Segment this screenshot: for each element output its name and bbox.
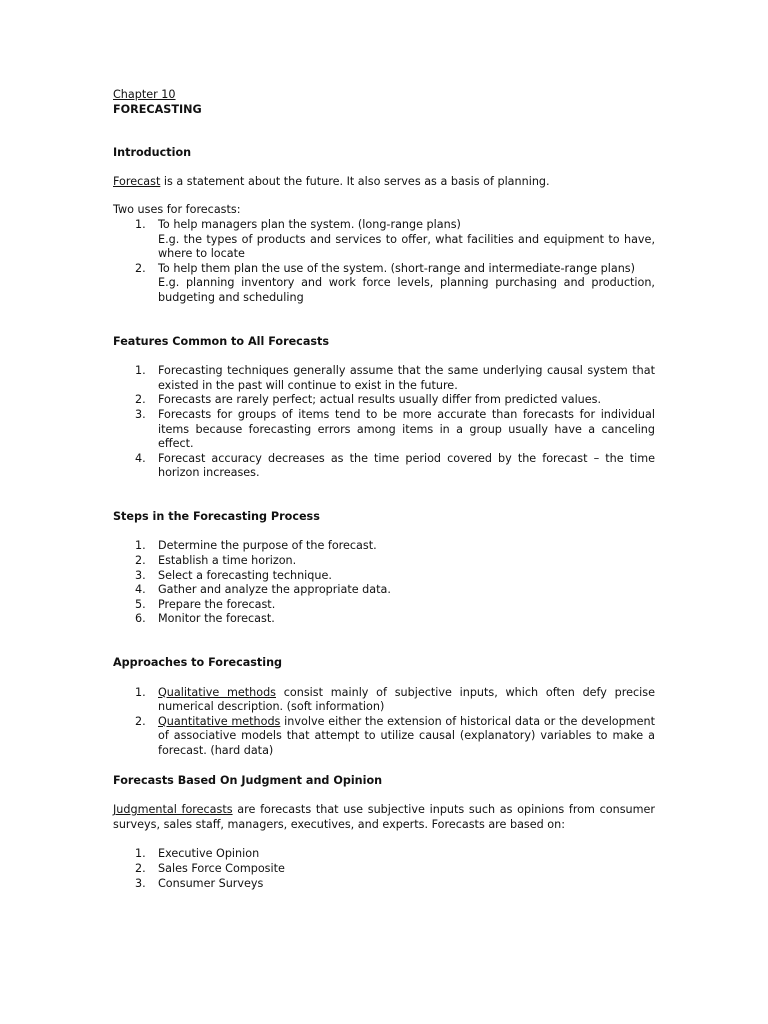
list-item: [113, 862, 655, 877]
list-number: 2.: [135, 393, 146, 407]
list-item: [113, 569, 655, 584]
approaches-list: [113, 686, 655, 759]
list-number: 2.: [135, 261, 146, 275]
list-item: [113, 408, 655, 452]
list-number: 1.: [135, 217, 146, 231]
list-item-text: Monitor the forecast.: [158, 612, 275, 626]
judgmental-definition: [113, 803, 655, 832]
list-number: 5.: [135, 597, 146, 611]
list-item-text: Forecasting techniques generally assume that the same underlying causal system that existed in the past will continue to exist in the future.: [158, 364, 655, 392]
features-list: [113, 364, 655, 481]
steps-list: [113, 539, 655, 627]
list-item-text: Gather and analyze the appropriate data.: [158, 583, 391, 597]
list-number: 2.: [135, 861, 146, 875]
list-item: [113, 686, 655, 715]
list-number: 3.: [135, 407, 146, 421]
list-item-text: Forecasts for groups of items tend to be more accurate than forecasts for individual items because forecasting errors among items in a group usually have a canceling effect.: [158, 407, 655, 451]
list-number: 2.: [135, 554, 146, 568]
list-item: [113, 539, 655, 554]
list-number: 4.: [135, 451, 146, 465]
list-item-text: Sales Force Composite: [158, 861, 285, 875]
list-number: 2.: [135, 714, 146, 728]
list-item-text: involve either the extension of historical data or the development of associative models that attempt to utilize causal (explanatory) variables to make a forecast. (hard data): [158, 714, 656, 757]
uses-lead: Two uses for forecasts:: [113, 203, 241, 217]
approaches-heading: Approaches to Forecasting: [113, 656, 283, 670]
judgment-heading: Forecasts Based On Judgment and Opinion: [113, 773, 383, 787]
list-item-text: Executive Opinion: [158, 847, 260, 861]
list-item: [113, 612, 655, 627]
list-number: 1.: [135, 364, 146, 378]
list-item: [113, 847, 655, 862]
features-heading: Features Common to All Forecasts: [113, 334, 330, 348]
list-number: 1.: [135, 539, 146, 553]
list-item: [113, 452, 655, 481]
list-item: [113, 262, 655, 306]
use-text: To help managers plan the system. (long-range plans): [158, 217, 461, 231]
list-number: 1.: [135, 847, 146, 861]
list-number: 6.: [135, 612, 146, 626]
list-number: 3.: [135, 568, 146, 582]
forecast-definition-text: is a statement about the future. It also serves as a basis of planning.: [160, 174, 550, 188]
list-item: [113, 598, 655, 613]
judgmental-forecasts-term: Judgmental forecasts: [113, 803, 233, 817]
list-item-text: Select a forecasting technique.: [158, 568, 332, 582]
list-item: [113, 583, 655, 598]
use-example: E.g. planning inventory and work force levels, planning purchasing and production, budgeting and scheduling: [158, 276, 655, 304]
list-item-text: Consumer Surveys: [158, 876, 264, 890]
uses-list: [113, 218, 655, 306]
qualitative-methods-term: Qualitative methods: [158, 685, 276, 699]
list-item: [113, 218, 655, 262]
list-item-text: consist mainly of subjective inputs, which often defy precise numerical description. (soft information): [158, 685, 655, 714]
chapter-label: Chapter 10: [113, 88, 176, 101]
steps-heading: Steps in the Forecasting Process: [113, 509, 320, 523]
list-item-text: Prepare the forecast.: [158, 597, 276, 611]
list-item-text: Establish a time horizon.: [158, 554, 297, 568]
list-item-text: Determine the purpose of the forecast.: [158, 539, 377, 553]
use-text: To help them plan the use of the system. (short-range and intermediate-range plans): [158, 261, 635, 275]
use-example: E.g. the types of products and services to offer, what facilities and equipment to have, where to locate: [158, 232, 655, 261]
page-title: FORECASTING: [113, 102, 202, 116]
forecast-definition: [113, 175, 655, 190]
list-number: 3.: [135, 876, 146, 890]
list-item: [113, 554, 655, 569]
introduction-heading: Introduction: [113, 146, 192, 160]
list-item: [113, 715, 655, 759]
list-item: [113, 364, 655, 393]
quantitative-methods-term: Quantitative methods: [158, 714, 281, 728]
forecast-term: Forecast: [113, 174, 161, 188]
judgment-list: [113, 847, 655, 891]
list-number: 1.: [135, 685, 146, 699]
list-item-text: Forecast accuracy decreases as the time period covered by the forecast – the time horizon increases.: [158, 451, 655, 480]
list-item-text: Forecasts are rarely perfect; actual results usually differ from predicted values.: [158, 393, 602, 407]
judgmental-definition-text: are forecasts that use subjective inputs such as opinions from consumer surveys, sales staff, managers, executives, and experts. Forecasts are based on:: [113, 803, 655, 831]
document-page: [113, 88, 655, 891]
list-number: 4.: [135, 583, 146, 597]
list-item: [113, 393, 655, 408]
list-item: [113, 877, 655, 892]
